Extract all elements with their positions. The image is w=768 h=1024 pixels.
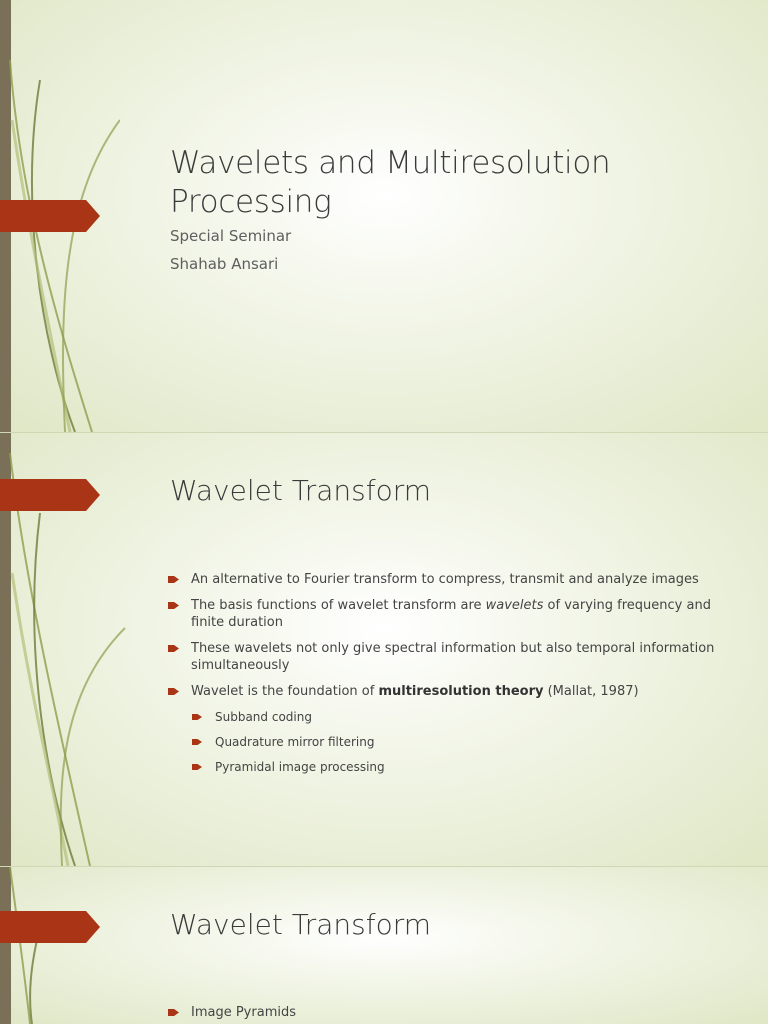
bullet-list	[168, 571, 728, 784]
slide-3	[0, 866, 768, 1024]
slide-2	[0, 432, 768, 866]
list-item: Wavelet is the foundation of multiresolution theory (Mallat, 1987)	[168, 683, 728, 700]
bullet-list	[168, 1004, 728, 1024]
list-item: An alternative to Fourier transform to compress, transmit and analyze images	[168, 571, 728, 588]
title-tab	[0, 200, 100, 232]
title-tab	[0, 911, 100, 943]
sub-list-item: Pyramidal image processing	[168, 759, 728, 776]
sub-list-item: Subband coding	[168, 709, 728, 726]
list-item: Image Pyramids	[168, 1004, 728, 1021]
title-tab	[0, 479, 100, 511]
slide-title: Wavelet Transform	[170, 908, 432, 941]
arrow-bullet-icon	[168, 576, 179, 583]
list-item: These wavelets not only give spectral information but also temporal information simultaneously	[168, 640, 728, 674]
subtitle: Special Seminar	[170, 227, 292, 245]
arrow-bullet-icon	[168, 645, 179, 652]
author: Shahab Ansari	[170, 255, 279, 273]
arrow-bullet-icon	[168, 602, 179, 609]
slide-title: Wavelet Transform	[170, 474, 432, 507]
slide-1	[0, 0, 768, 432]
arrow-bullet-icon	[192, 764, 202, 770]
decorative-curves	[0, 867, 60, 1024]
sub-list-item: Quadrature mirror filtering	[168, 734, 728, 751]
list-item: The basis functions of wavelet transform are wavelets of varying frequency and finite duration	[168, 597, 728, 631]
arrow-bullet-icon	[168, 688, 179, 695]
page-title: Wavelets and Multiresolution Processing	[170, 145, 611, 220]
arrow-bullet-icon	[192, 714, 202, 720]
arrow-bullet-icon	[168, 1009, 179, 1016]
arrow-bullet-icon	[192, 739, 202, 745]
